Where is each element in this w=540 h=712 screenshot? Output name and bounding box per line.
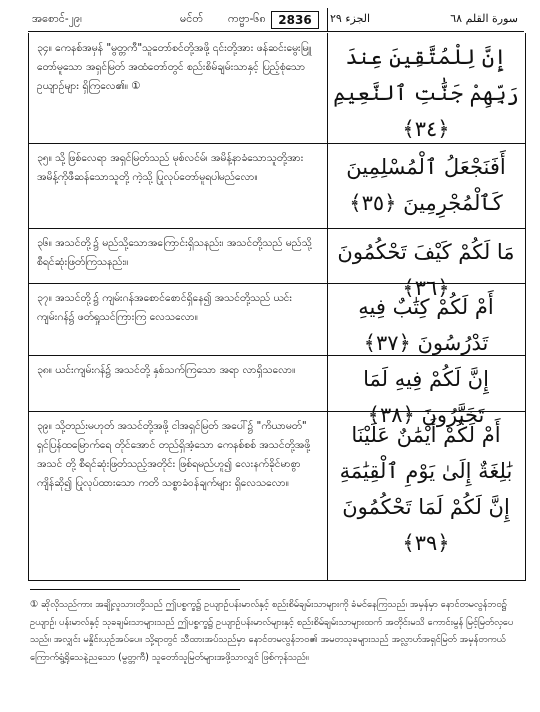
column-divider [327,33,328,580]
page-number: 2836 [271,11,319,29]
verse-arabic: أَفَنَجْعَلُ ٱلْمُسْلِمِينَ كَٱلْمُجْرِمِينَ ﴿٣٥﴾ [346,155,506,215]
verse-translation: ၃၈။ ယင်းကျမ်းဂန်၌ အသင်တို့ နှစ်သက်ကြသော အရာ လာရှိသလော။ [37,364,296,376]
row-divider [29,228,525,229]
row-divider [29,411,525,412]
verse-table [28,33,526,581]
header-part-label: အစောင်-၂၉၊ [32,12,82,25]
header-surah: سورة القلم ٦٨ [450,12,518,25]
header-ruku: ကဗ္ဗာ-၆၈ [228,12,266,25]
verse-arabic: أَمْ لَكُمْ كِتَٰبٌ فِيهِ تَدْرُسُونَ ﴿٣٧﴾ [358,295,494,355]
verse-arabic: إِنَّ لِلْمُتَّقِينَ عِندَ رَبِّهِمْ جَنَّٰتِ ٱلنَّعِيمِ ﴿٣٤﴾ [333,45,519,141]
verse-arabic: أَمْ لَكُمْ أَيْمَٰنٌ عَلَيْنَا بَٰلِغَةٌ إِلَىٰ يَوْمِ ٱلْقِيَٰمَةِ إِنَّ لَكُمْ لَمَا تَحْكُمُونَ ﴿٣٩﴾ [339,423,513,555]
verse-arabic: مَا لَكُمْ كَيْفَ تَحْكُمُونَ ﴿٣٦﴾ [337,240,515,300]
footnote: ① ဆိုလိုသည်ကား အချို့လူသားတို့သည် ဤပစ္စက္ခ၌ ဥယျာဉ်ပန်းမာလ်နှင့် စည်းစိမ်ချမ်းသာများကို ခံမင်နေကြသည်၊ အမှန်မှာ နောင်တမလွန်ဘဝ၌ ဥယျာဉ်၊ ပန်းမာလ်နှင့် သုခချမ်းသာများသည် ဤပစ္စက္ခ၌ ဥယျာဉ်ပန်းမာလ်များနှင့် စည်းစိမ်ချမ်းသာများထက် အတိုင်းမသိ ကောင်းမွန် မြင့်မြတ်လှပေသည်။ အလျှင်း မနှိုင်းယှဉ်အပ်ပေ။ သို့ရာတွင် သီထားအပ်သည်မှာ နောင်တမလွန်ဘဝ၏ အမတသုခများသည် အလ္လာဟ်အရှင်မြတ် အမှန်တကယ် ကြောက်ရွံ့ရိုသေနဲ့ညသော (မွတ္တကီ) သူတော်သူမြတ်များအဖို့သာလျှင် ဖြစ်ကုန်သည်။ [30,599,514,663]
row-divider [29,143,525,144]
header-divider [327,8,328,31]
header-manzil: မင်တ် [180,12,204,25]
verse-translation: ၃၇။ အသင်တို့၌ ကျမ်းဂန်အစောင်စောင်ရှိနေ၍ အသင်တို့သည် ယင်းကျမ်းဂန်၌ ဖတ်ရှုသင်ကြားကြ လေသလော။ [37,292,292,323]
running-header [28,8,524,30]
header-juz: الجزء ٢٩ [330,12,371,25]
verse-arabic: إِنَّ لَكُمْ فِيهِ لَمَا تَخَيَّرُونَ ﴿٣٨﴾ [363,367,489,427]
verse-translation: ၃၄။ ကေနစ်အမှန် "မွတ္တကီ"သူတော်စင်တို့အဖို့ ၎င်းတို့အား ဖန်ဆင်းမွေးမြူတော်မူသော အရှင်မြတ် အထံတော်တွင် စည်းစိမ်ချမ်းသာနှင့် ပြည့်စုံသော ဥယျာဉ်များ ရှိကြလေ၏။ ① [37,42,312,92]
verse-translation: ၃၆။ အသင်တို့၌ မည်သို့သောအကြောင်းရှိသနည်း၊ အသင်တို့သည် မည်သို့ စီရင်ဆုံးဖြတ်ကြသနည်း။ [37,237,312,268]
row-divider [29,283,525,284]
header-rule [28,31,524,32]
verse-translation: ၃၉။ သို့တည်းမဟုတ် အသင်တို့အဖို့ ငါအရှင်မြတ် အပေါ်၌ "ကိယာမတ်" ရှင်ပြန်ထမြောက်ရေ တိုင်အောင် တည်ရှိအံ့သော ကေနစ်စစ် အသင်တို့အဖို့ အသင် တို့ စီရင်ဆုံးဖြတ်သည့်အတိုင်း ဖြစ်ရမည်ဟူ၍ လေးနက်ခိုင်မာစွာ ကျိန်ဆို၍ ပြုလုပ်ထားသော ကတိ သစ္စာခံဝန်ချက်များ ရှိလေသလော။ [37,420,311,489]
row-divider [29,355,525,356]
footnote-rule [30,589,240,590]
verse-translation: ၃၅။ သို့ဖြစ်လေရာ အရှင်မြတ်သည် မုစ်လင်မ်၊ အမိန့်နာခံသောသူတို့အား အမိန့်ကိုဖီဆန်သောသူတို့ ကဲ့သို့ ပြုလုပ်တော်မူရပါမည်လော။ [37,152,304,183]
